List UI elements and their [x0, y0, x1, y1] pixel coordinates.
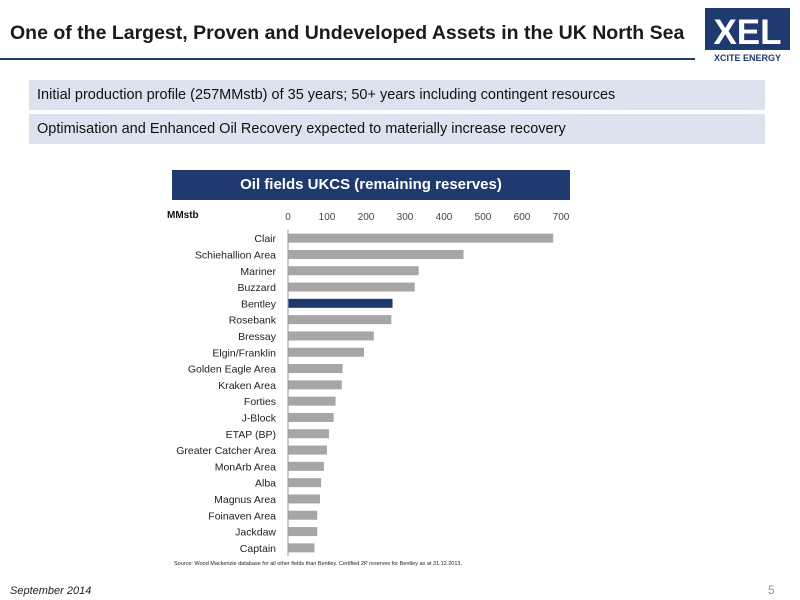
bar-magnus-area — [288, 494, 320, 503]
bar-j-block — [288, 413, 334, 422]
bar-golden-eagle-area — [288, 364, 343, 373]
bar-schiehallion-area — [288, 250, 464, 259]
category-label: Alba — [254, 477, 276, 490]
x-tick-label: 0 — [285, 212, 291, 223]
bar-kraken-area — [288, 380, 342, 389]
x-tick-label: 500 — [474, 212, 492, 223]
bar-bressay — [288, 331, 374, 340]
category-label: Greater Catcher Area — [176, 445, 276, 458]
page-title: One of the Largest, Proven and Undeveloped Assets in the UK North Sea — [10, 22, 685, 44]
category-label: Bressay — [238, 330, 276, 343]
logo-mark: XEL — [713, 13, 782, 52]
category-label: Captain — [239, 542, 276, 555]
key-point-recovery: Optimisation and Enhanced Oil Recovery expected to materially increase recovery — [29, 114, 765, 144]
company-logo — [705, 8, 790, 63]
x-tick-label: 300 — [396, 212, 414, 223]
x-tick-label: 200 — [357, 212, 375, 223]
category-label: Bentley — [240, 298, 276, 311]
bar-rosebank — [288, 315, 391, 324]
bar-forties — [288, 397, 336, 406]
category-label: J-Block — [241, 412, 276, 425]
bar-jackdaw — [288, 527, 317, 536]
bar-elgin-franklin — [288, 348, 364, 357]
category-label: Elgin/Franklin — [212, 347, 276, 360]
bar-captain — [288, 543, 315, 552]
category-label: Jackdaw — [235, 526, 276, 539]
key-point-production: Initial production profile (257MMstb) of 35 years; 50+ years including contingent resources — [29, 80, 765, 110]
category-label: MonArb Area — [214, 461, 276, 474]
chart-unit-label: MMstb — [167, 210, 199, 221]
category-label: Rosebank — [228, 314, 276, 327]
category-label: Clair — [254, 233, 276, 246]
chart-title: Oil fields UKCS (remaining reserves) — [172, 170, 570, 200]
x-tick-label: 400 — [435, 212, 453, 223]
category-label: Magnus Area — [214, 493, 276, 506]
category-label: Schiehallion Area — [194, 249, 276, 262]
bar-etap-bp — [288, 429, 329, 438]
footer-date: September 2014 — [10, 585, 92, 597]
category-label: Buzzard — [237, 282, 276, 295]
category-label: Golden Eagle Area — [187, 363, 276, 376]
bar-greater-catcher-area — [288, 446, 327, 455]
bar-mariner — [288, 266, 419, 275]
bar-monarb-area — [288, 462, 324, 471]
category-label: Mariner — [240, 265, 276, 278]
category-label: Forties — [243, 396, 276, 409]
bar-buzzard — [288, 283, 415, 292]
reserves-bar-chart — [145, 202, 585, 574]
bar-clair — [288, 234, 553, 243]
x-tick-label: 700 — [552, 212, 570, 223]
category-label: Kraken Area — [218, 379, 276, 392]
category-label: Foinaven Area — [208, 510, 276, 523]
x-tick-label: 100 — [318, 212, 336, 223]
category-label: ETAP (BP) — [225, 428, 276, 441]
x-tick-label: 600 — [513, 212, 531, 223]
bar-alba — [288, 478, 321, 487]
chart-source-note: Source: Wood Mackenzie database for all other fields than Bentley. Certified 2P reserves for Bentley as at 31.12.2013. — [174, 561, 462, 567]
title-divider — [0, 58, 695, 60]
bar-foinaven-area — [288, 511, 317, 520]
page-number: 5 — [768, 583, 775, 597]
logo-name: XCITE ENERGY — [713, 53, 782, 63]
bar-bentley — [288, 299, 393, 308]
